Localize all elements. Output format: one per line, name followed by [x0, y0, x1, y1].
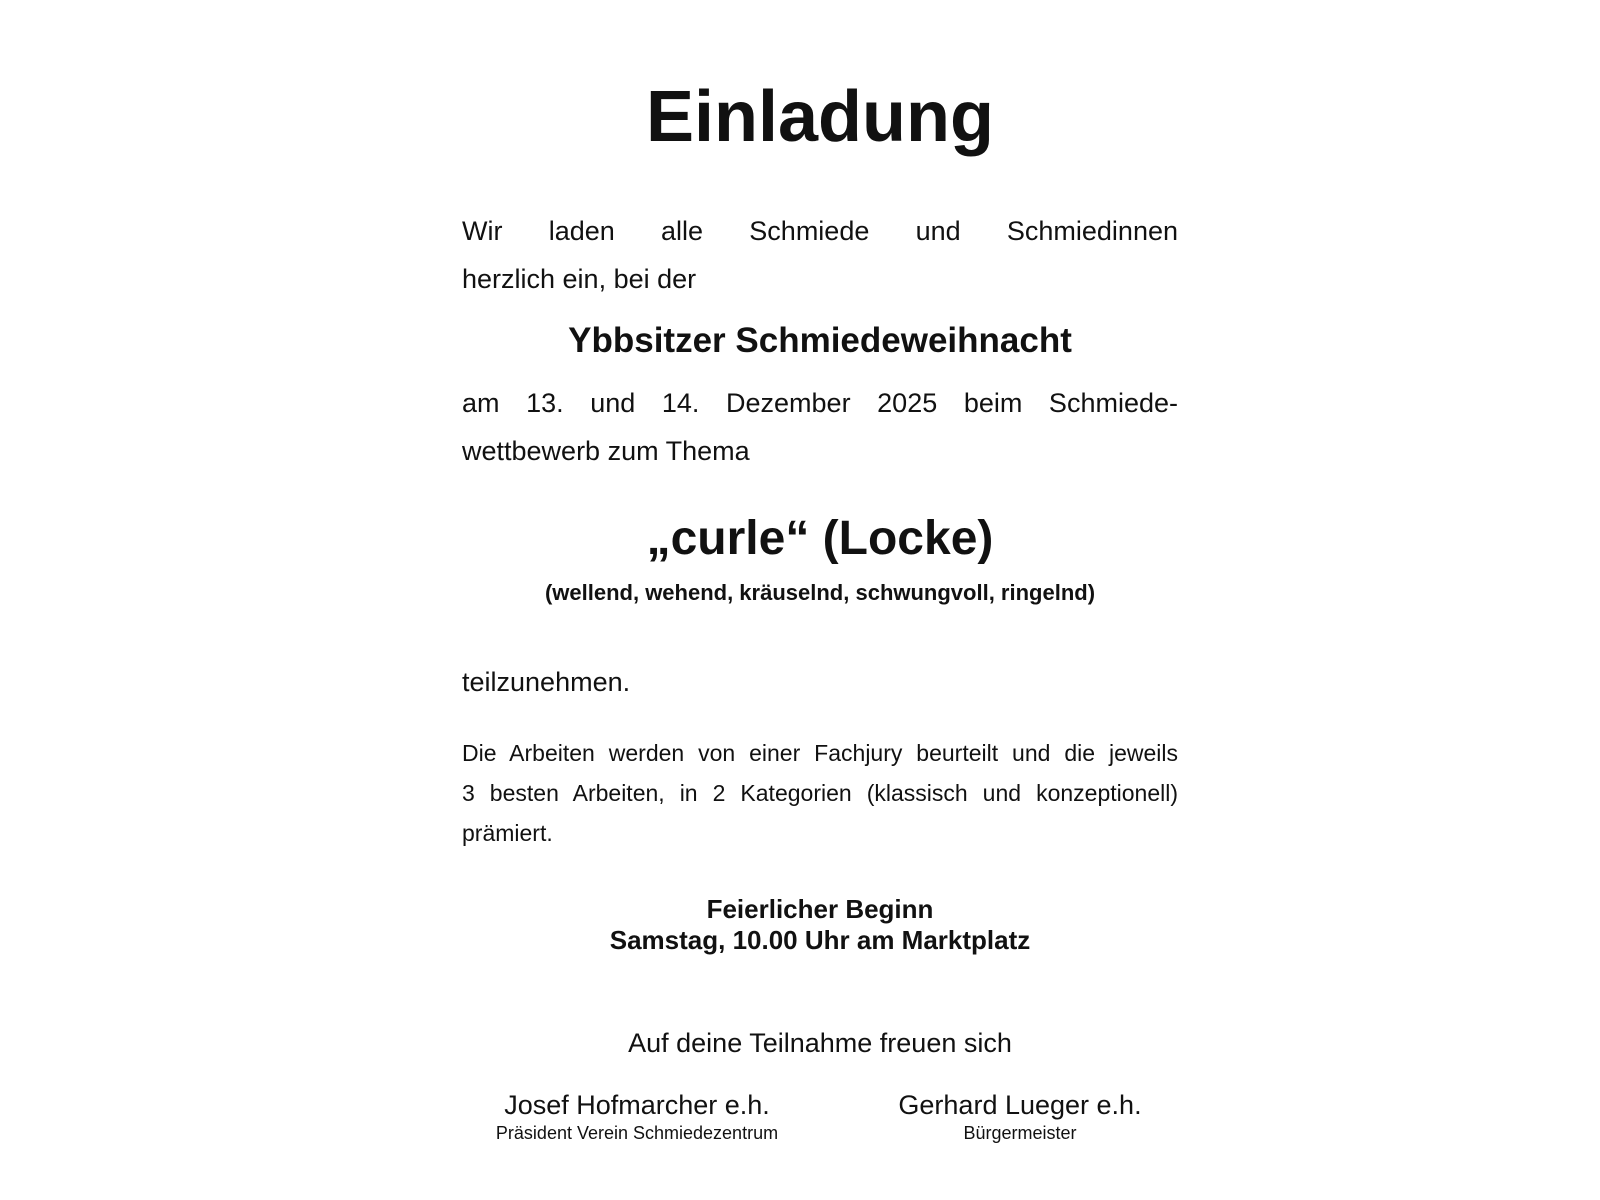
theme-subtitle: (wellend, wehend, kräuselnd, schwungvoll, ringelnd) — [544, 580, 1096, 605]
event-name: Ybbsitzer Schmiedeweihnacht — [568, 321, 1072, 360]
intro-line: herzlich ein, bei der — [462, 264, 697, 294]
date-line: wettbewerb zum Thema — [462, 436, 750, 466]
date-line: am 13. und 14. Dezember 2025 beim Schmiede- — [462, 388, 1178, 418]
signer-role: Präsident Verein Schmiedezentrum — [495, 1123, 779, 1143]
page-title: Einladung — [646, 77, 994, 157]
signer-name: Gerhard Lueger e.h. — [898, 1090, 1142, 1120]
start-time-place: Samstag, 10.00 Uhr am Marktplatz — [609, 925, 1031, 955]
intro-line: Wir laden alle Schmiede und Schmiedinnen — [462, 216, 1178, 246]
jury-line: 3 besten Arbeiten, in 2 Kategorien (klassisch und konzeptionell) — [462, 780, 1178, 806]
theme-title: „curle“ (Locke) — [646, 512, 994, 565]
date-paragraph — [462, 379, 1178, 475]
jury-line: prämiert. — [462, 820, 553, 846]
signer-lueger — [862, 1088, 1178, 1144]
signer-name: Josef Hofmarcher e.h. — [504, 1090, 770, 1120]
signer-hofmarcher — [462, 1088, 812, 1144]
jury-line: Die Arbeiten werden von einer Fachjury beurteilt und die jeweils — [462, 740, 1178, 766]
closing-text: Auf deine Teilnahme freuen sich — [628, 1028, 1012, 1058]
signer-role: Bürgermeister — [963, 1123, 1077, 1143]
intro-paragraph — [462, 207, 1178, 303]
participate-text: teilzunehmen. — [462, 667, 631, 697]
jury-paragraph — [462, 733, 1178, 853]
start-info — [462, 894, 1178, 956]
start-heading: Feierlicher Beginn — [706, 894, 934, 924]
